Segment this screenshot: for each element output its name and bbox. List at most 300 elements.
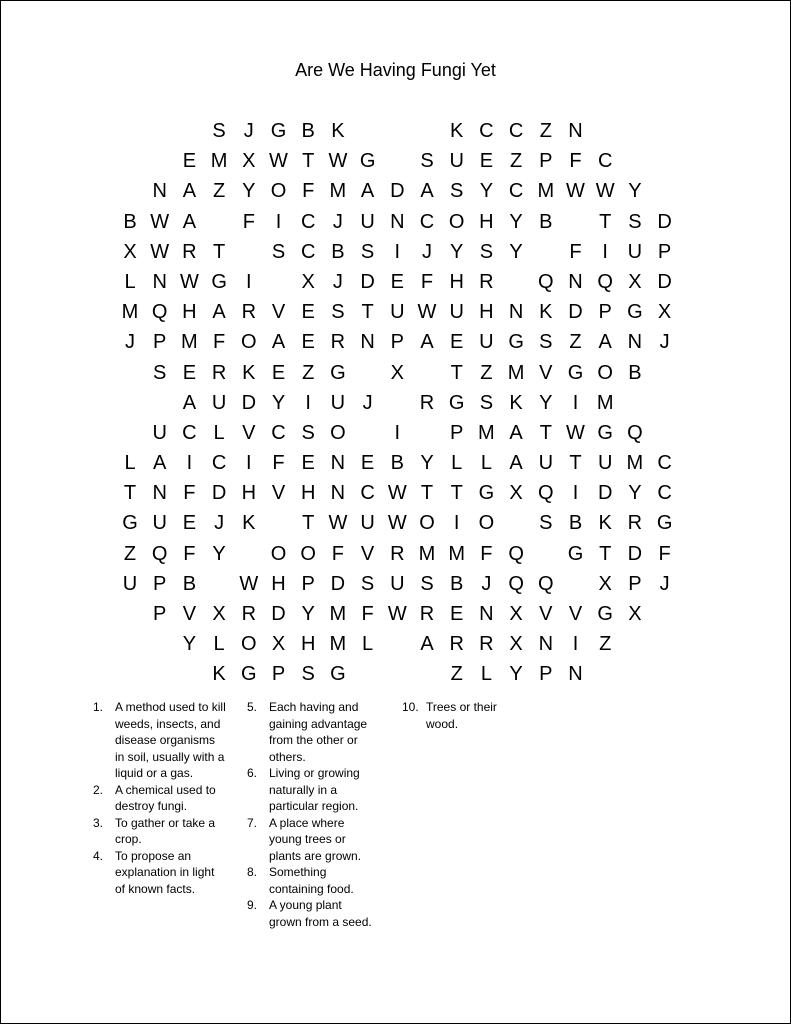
grid-letter[interactable]: Q bbox=[597, 270, 613, 293]
grid-letter[interactable]: N bbox=[568, 270, 583, 293]
grid-letter[interactable]: J bbox=[332, 210, 343, 233]
grid-letter[interactable]: F bbox=[183, 542, 196, 565]
grid-letter[interactable]: D bbox=[390, 180, 405, 203]
grid-letter[interactable]: W bbox=[566, 421, 585, 444]
grid-letter[interactable]: S bbox=[331, 301, 345, 324]
grid-letter[interactable]: X bbox=[242, 150, 256, 173]
grid-letter[interactable]: R bbox=[182, 240, 197, 263]
grid-letter[interactable]: I bbox=[572, 391, 579, 414]
grid-letter[interactable]: G bbox=[122, 512, 138, 535]
grid-letter[interactable]: V bbox=[568, 603, 583, 625]
grid-letter[interactable]: C bbox=[508, 180, 524, 203]
grid-letter[interactable]: M bbox=[210, 150, 228, 173]
grid-letter[interactable]: K bbox=[450, 120, 464, 142]
grid-letter[interactable]: P bbox=[271, 663, 286, 686]
grid-letter[interactable]: Y bbox=[450, 240, 464, 263]
grid-letter[interactable]: Z bbox=[480, 361, 493, 384]
grid-letter[interactable]: N bbox=[360, 331, 375, 354]
grid-letter[interactable]: D bbox=[241, 391, 257, 414]
grid-letter[interactable]: G bbox=[241, 663, 257, 686]
grid-letter[interactable]: X bbox=[628, 603, 642, 625]
grid-letter[interactable]: Z bbox=[599, 633, 612, 656]
grid-letter[interactable]: I bbox=[305, 391, 311, 414]
grid-letter[interactable]: H bbox=[449, 270, 464, 293]
grid-letter[interactable]: D bbox=[597, 482, 613, 505]
grid-letter[interactable]: B bbox=[539, 210, 553, 233]
grid-letter[interactable]: E bbox=[182, 361, 197, 384]
grid-letter[interactable]: F bbox=[183, 482, 196, 505]
grid-letter[interactable]: Z bbox=[539, 120, 552, 142]
grid-letter[interactable]: L bbox=[124, 270, 136, 293]
grid-letter[interactable]: S bbox=[479, 391, 494, 414]
grid-letter[interactable]: W bbox=[269, 150, 288, 173]
grid-letter[interactable]: L bbox=[213, 633, 225, 656]
grid-letter[interactable]: C bbox=[479, 120, 494, 142]
grid-letter[interactable]: A bbox=[182, 391, 197, 414]
grid-letter[interactable]: K bbox=[242, 361, 256, 384]
grid-letter[interactable]: A bbox=[509, 452, 523, 475]
grid-letter[interactable]: G bbox=[656, 512, 673, 535]
grid-letter[interactable]: Q bbox=[538, 482, 554, 505]
grid-letter[interactable]: J bbox=[214, 512, 225, 535]
grid-letter[interactable]: Y bbox=[182, 633, 197, 656]
grid-letter[interactable]: U bbox=[211, 391, 227, 414]
grid-letter[interactable]: T bbox=[302, 512, 315, 535]
grid-letter[interactable]: L bbox=[362, 633, 374, 656]
grid-letter[interactable]: I bbox=[246, 270, 252, 293]
grid-letter[interactable]: E bbox=[450, 603, 464, 625]
grid-letter[interactable]: Y bbox=[628, 482, 642, 505]
grid-letter[interactable]: R bbox=[449, 633, 464, 656]
grid-letter[interactable]: N bbox=[479, 603, 494, 625]
grid-letter[interactable]: O bbox=[597, 361, 613, 384]
grid-letter[interactable]: E bbox=[360, 452, 375, 475]
grid-letter[interactable]: S bbox=[479, 240, 494, 263]
grid-letter[interactable]: N bbox=[330, 452, 346, 475]
grid-letter[interactable]: E bbox=[301, 452, 315, 475]
grid-letter[interactable]: F bbox=[569, 150, 582, 173]
grid-letter[interactable]: V bbox=[539, 603, 553, 625]
grid-letter[interactable]: U bbox=[330, 391, 346, 414]
grid-letter[interactable]: F bbox=[569, 240, 582, 263]
grid-letter[interactable]: Z bbox=[450, 663, 463, 686]
grid-letter[interactable]: H bbox=[479, 301, 494, 324]
grid-letter[interactable]: U bbox=[597, 452, 613, 475]
grid-letter[interactable]: U bbox=[122, 572, 138, 595]
grid-letter[interactable]: D bbox=[657, 270, 672, 293]
grid-letter[interactable]: J bbox=[659, 572, 670, 595]
grid-letter[interactable]: T bbox=[212, 240, 226, 263]
grid-letter[interactable]: M bbox=[329, 180, 347, 203]
grid-letter[interactable]: E bbox=[479, 150, 494, 173]
grid-letter[interactable]: N bbox=[152, 482, 167, 505]
grid-letter[interactable]: T bbox=[569, 452, 582, 475]
grid-letter[interactable]: X bbox=[657, 301, 672, 324]
grid-letter[interactable]: P bbox=[390, 331, 404, 354]
grid-letter[interactable]: W bbox=[387, 482, 407, 505]
grid-letter[interactable]: P bbox=[153, 331, 167, 354]
grid-letter[interactable]: K bbox=[598, 512, 612, 535]
grid-letter[interactable]: X bbox=[271, 633, 286, 656]
grid-letter[interactable]: F bbox=[420, 270, 434, 293]
grid-letter[interactable]: A bbox=[598, 331, 612, 354]
grid-letter[interactable]: P bbox=[539, 663, 553, 686]
grid-letter[interactable]: T bbox=[450, 361, 463, 384]
grid-letter[interactable]: G bbox=[211, 270, 227, 293]
grid-letter[interactable]: A bbox=[360, 180, 375, 203]
grid-letter[interactable]: F bbox=[331, 542, 344, 565]
grid-letter[interactable]: S bbox=[539, 331, 553, 354]
grid-letter[interactable]: R bbox=[241, 301, 257, 324]
grid-letter[interactable]: P bbox=[153, 603, 167, 625]
grid-letter[interactable]: Y bbox=[509, 240, 523, 263]
grid-letter[interactable]: V bbox=[182, 603, 197, 625]
grid-letter[interactable]: Y bbox=[212, 542, 226, 565]
grid-letter[interactable]: Z bbox=[569, 331, 582, 354]
grid-letter[interactable]: N bbox=[568, 663, 583, 686]
grid-letter[interactable]: G bbox=[597, 603, 613, 625]
grid-letter[interactable]: S bbox=[153, 361, 167, 384]
grid-letter[interactable]: G bbox=[567, 542, 584, 565]
grid-letter[interactable]: O bbox=[448, 210, 465, 233]
grid-letter[interactable]: G bbox=[270, 120, 287, 142]
grid-letter[interactable]: E bbox=[182, 512, 197, 535]
grid-letter[interactable]: E bbox=[390, 270, 404, 293]
grid-letter[interactable]: J bbox=[659, 331, 670, 354]
grid-letter[interactable]: L bbox=[480, 663, 492, 686]
grid-letter[interactable]: X bbox=[598, 572, 612, 595]
grid-letter[interactable]: A bbox=[420, 331, 434, 354]
grid-letter[interactable]: M bbox=[596, 391, 614, 414]
grid-letter[interactable]: U bbox=[360, 210, 375, 233]
grid-letter[interactable]: P bbox=[153, 572, 167, 595]
grid-letter[interactable]: C bbox=[182, 421, 197, 444]
grid-letter[interactable]: C bbox=[657, 482, 672, 505]
grid-letter[interactable]: D bbox=[360, 270, 375, 293]
grid-letter[interactable]: R bbox=[479, 633, 494, 656]
grid-letter[interactable]: I bbox=[186, 452, 193, 475]
grid-letter[interactable]: U bbox=[152, 512, 167, 535]
grid-letter[interactable]: E bbox=[271, 361, 286, 384]
grid-letter[interactable]: E bbox=[450, 331, 464, 354]
grid-letter[interactable]: Q bbox=[151, 542, 168, 565]
grid-letter[interactable]: G bbox=[508, 331, 524, 354]
grid-letter[interactable]: F bbox=[272, 452, 285, 475]
grid-letter[interactable]: O bbox=[300, 542, 316, 565]
grid-letter[interactable]: O bbox=[478, 512, 495, 535]
grid-letter[interactable]: O bbox=[270, 180, 287, 203]
grid-letter[interactable]: X bbox=[301, 270, 315, 293]
grid-letter[interactable]: P bbox=[628, 572, 642, 595]
grid-letter[interactable]: J bbox=[243, 120, 254, 142]
grid-letter[interactable]: S bbox=[420, 150, 434, 173]
grid-letter[interactable]: T bbox=[599, 210, 612, 233]
grid-letter[interactable]: A bbox=[420, 633, 434, 656]
grid-letter[interactable]: W bbox=[179, 270, 199, 293]
grid-letter[interactable]: Y bbox=[479, 180, 494, 203]
grid-letter[interactable]: R bbox=[241, 603, 257, 625]
grid-letter[interactable]: B bbox=[182, 572, 197, 595]
grid-letter[interactable]: V bbox=[242, 421, 256, 444]
grid-letter[interactable]: Q bbox=[627, 421, 643, 444]
grid-letter[interactable]: S bbox=[450, 180, 464, 203]
grid-letter[interactable]: P bbox=[598, 301, 612, 324]
grid-letter[interactable]: L bbox=[451, 452, 463, 475]
grid-letter[interactable]: J bbox=[362, 391, 373, 414]
grid-letter[interactable]: N bbox=[538, 633, 554, 656]
grid-letter[interactable]: C bbox=[657, 452, 672, 475]
grid-letter[interactable]: Q bbox=[151, 301, 168, 324]
grid-letter[interactable]: Q bbox=[508, 572, 524, 595]
grid-letter[interactable]: V bbox=[539, 361, 553, 384]
grid-letter[interactable]: H bbox=[300, 482, 316, 505]
grid-letter[interactable]: J bbox=[481, 572, 492, 595]
grid-letter[interactable]: C bbox=[508, 120, 524, 142]
grid-letter[interactable]: Y bbox=[509, 210, 523, 233]
grid-letter[interactable]: U bbox=[449, 301, 464, 324]
grid-letter[interactable]: G bbox=[330, 663, 346, 686]
grid-letter[interactable]: Y bbox=[509, 663, 523, 686]
grid-letter[interactable]: T bbox=[302, 150, 315, 173]
grid-letter[interactable]: W bbox=[566, 180, 585, 203]
grid-letter[interactable]: Y bbox=[539, 391, 553, 414]
grid-letter[interactable]: L bbox=[480, 452, 492, 475]
grid-letter[interactable]: C bbox=[211, 452, 227, 475]
grid-letter[interactable]: G bbox=[478, 482, 495, 505]
grid-letter[interactable]: K bbox=[509, 391, 523, 414]
grid-letter[interactable]: D bbox=[568, 301, 583, 324]
grid-letter[interactable]: B bbox=[331, 240, 345, 263]
grid-letter[interactable]: G bbox=[627, 301, 643, 324]
grid-letter[interactable]: X bbox=[212, 603, 226, 625]
grid-letter[interactable]: M bbox=[478, 421, 495, 444]
grid-letter[interactable]: Y bbox=[301, 603, 315, 625]
grid-letter[interactable]: T bbox=[450, 482, 463, 505]
grid-letter[interactable]: D bbox=[657, 210, 672, 233]
grid-letter[interactable]: X bbox=[390, 361, 404, 384]
grid-letter[interactable]: T bbox=[539, 421, 552, 444]
grid-letter[interactable]: W bbox=[387, 512, 407, 535]
grid-letter[interactable]: J bbox=[422, 240, 432, 263]
grid-letter[interactable]: H bbox=[479, 210, 494, 233]
grid-letter[interactable]: W bbox=[328, 150, 348, 173]
grid-letter[interactable]: H bbox=[241, 482, 257, 505]
grid-letter[interactable]: G bbox=[330, 361, 346, 384]
grid-letter[interactable]: I bbox=[275, 210, 282, 233]
grid-letter[interactable]: S bbox=[271, 240, 286, 263]
grid-letter[interactable]: D bbox=[627, 542, 643, 565]
grid-letter[interactable]: N bbox=[330, 482, 346, 505]
grid-letter[interactable]: W bbox=[239, 572, 259, 595]
grid-letter[interactable]: W bbox=[150, 210, 170, 233]
grid-letter[interactable]: U bbox=[152, 421, 167, 444]
grid-letter[interactable]: M bbox=[626, 452, 644, 475]
grid-letter[interactable]: Y bbox=[420, 452, 434, 475]
grid-letter[interactable]: I bbox=[602, 240, 608, 263]
grid-letter[interactable]: M bbox=[121, 301, 139, 324]
grid-letter[interactable]: O bbox=[419, 512, 435, 535]
grid-letter[interactable]: N bbox=[390, 210, 405, 233]
grid-letter[interactable]: M bbox=[329, 603, 347, 625]
grid-letter[interactable]: C bbox=[360, 482, 375, 505]
grid-letter[interactable]: Y bbox=[271, 391, 286, 414]
grid-letter[interactable]: O bbox=[241, 633, 257, 656]
grid-letter[interactable]: M bbox=[181, 331, 198, 354]
grid-letter[interactable]: V bbox=[271, 301, 286, 324]
grid-letter[interactable]: D bbox=[271, 603, 286, 625]
grid-letter[interactable]: X bbox=[509, 482, 523, 505]
grid-letter[interactable]: E bbox=[301, 331, 315, 354]
grid-letter[interactable]: H bbox=[182, 301, 197, 324]
grid-letter[interactable]: I bbox=[453, 512, 460, 535]
grid-letter[interactable]: M bbox=[507, 361, 525, 384]
grid-letter[interactable]: A bbox=[420, 180, 434, 203]
grid-letter[interactable]: S bbox=[539, 512, 553, 535]
grid-letter[interactable]: G bbox=[359, 150, 376, 173]
grid-letter[interactable]: G bbox=[567, 361, 584, 384]
grid-letter[interactable]: Q bbox=[538, 572, 554, 595]
grid-letter[interactable]: Y bbox=[628, 180, 642, 203]
grid-letter[interactable]: C bbox=[597, 150, 613, 173]
grid-letter[interactable]: T bbox=[361, 301, 374, 324]
grid-letter[interactable]: M bbox=[418, 542, 436, 565]
grid-letter[interactable]: R bbox=[479, 270, 494, 293]
grid-letter[interactable]: A bbox=[153, 452, 167, 475]
grid-letter[interactable]: T bbox=[420, 482, 434, 505]
grid-letter[interactable]: N bbox=[152, 270, 167, 293]
grid-letter[interactable]: G bbox=[448, 391, 465, 414]
grid-letter[interactable]: K bbox=[331, 120, 345, 142]
grid-letter[interactable]: Z bbox=[509, 150, 523, 173]
grid-letter[interactable]: U bbox=[479, 331, 494, 354]
grid-letter[interactable]: B bbox=[123, 210, 137, 233]
grid-letter[interactable]: A bbox=[182, 210, 197, 233]
grid-letter[interactable]: T bbox=[599, 542, 612, 565]
grid-letter[interactable]: U bbox=[538, 452, 554, 475]
grid-letter[interactable]: I bbox=[572, 633, 579, 656]
grid-letter[interactable]: F bbox=[242, 210, 255, 233]
grid-letter[interactable]: Q bbox=[538, 270, 554, 293]
grid-letter[interactable]: P bbox=[657, 240, 672, 263]
grid-letter[interactable]: E bbox=[182, 150, 197, 173]
grid-letter[interactable]: P bbox=[450, 421, 464, 444]
grid-letter[interactable]: T bbox=[123, 482, 137, 505]
grid-letter[interactable]: W bbox=[417, 301, 437, 324]
grid-letter[interactable]: I bbox=[394, 421, 401, 444]
grid-letter[interactable]: M bbox=[329, 633, 347, 656]
grid-letter[interactable]: W bbox=[595, 180, 615, 203]
grid-letter[interactable]: F bbox=[212, 331, 226, 354]
grid-letter[interactable]: O bbox=[330, 421, 346, 444]
grid-letter[interactable]: N bbox=[568, 120, 583, 142]
grid-letter[interactable]: R bbox=[330, 331, 346, 354]
grid-letter[interactable]: C bbox=[419, 210, 435, 233]
grid-letter[interactable]: R bbox=[419, 603, 435, 625]
grid-letter[interactable]: X bbox=[123, 240, 137, 263]
grid-letter[interactable]: I bbox=[394, 240, 401, 263]
grid-letter[interactable]: O bbox=[270, 542, 287, 565]
grid-letter[interactable]: K bbox=[242, 512, 256, 535]
grid-letter[interactable]: E bbox=[301, 301, 315, 324]
grid-letter[interactable]: S bbox=[420, 572, 434, 595]
grid-letter[interactable]: F bbox=[361, 603, 374, 625]
grid-letter[interactable]: K bbox=[539, 301, 553, 324]
grid-letter[interactable]: Y bbox=[242, 180, 256, 203]
grid-letter[interactable]: Q bbox=[508, 542, 524, 565]
grid-letter[interactable]: H bbox=[271, 572, 286, 595]
grid-letter[interactable]: S bbox=[301, 663, 315, 686]
grid-letter[interactable]: S bbox=[360, 572, 375, 595]
grid-letter[interactable]: V bbox=[271, 482, 286, 505]
grid-letter[interactable]: L bbox=[124, 452, 136, 475]
grid-letter[interactable]: C bbox=[300, 210, 316, 233]
grid-letter[interactable]: S bbox=[301, 421, 315, 444]
grid-letter[interactable]: U bbox=[627, 240, 643, 263]
grid-letter[interactable]: F bbox=[658, 542, 671, 565]
grid-letter[interactable]: J bbox=[332, 270, 343, 293]
grid-letter[interactable]: S bbox=[360, 240, 375, 263]
grid-letter[interactable]: R bbox=[627, 512, 643, 535]
grid-letter[interactable]: B bbox=[390, 452, 404, 475]
grid-letter[interactable]: Z bbox=[123, 542, 137, 565]
grid-letter[interactable]: M bbox=[537, 180, 555, 203]
grid-letter[interactable]: G bbox=[597, 421, 613, 444]
grid-letter[interactable]: D bbox=[330, 572, 346, 595]
grid-letter[interactable]: N bbox=[152, 180, 167, 203]
grid-letter[interactable]: B bbox=[301, 120, 315, 142]
grid-letter[interactable]: K bbox=[212, 663, 226, 686]
grid-letter[interactable]: W bbox=[328, 512, 348, 535]
grid-letter[interactable]: A bbox=[271, 331, 286, 354]
grid-letter[interactable]: N bbox=[508, 301, 524, 324]
grid-letter[interactable]: R bbox=[419, 391, 435, 414]
grid-letter[interactable]: X bbox=[509, 603, 523, 625]
grid-letter[interactable]: N bbox=[627, 331, 643, 354]
grid-letter[interactable]: U bbox=[449, 150, 464, 173]
grid-letter[interactable]: V bbox=[360, 542, 375, 565]
grid-letter[interactable]: Z bbox=[302, 361, 315, 384]
grid-letter[interactable]: R bbox=[390, 542, 405, 565]
grid-letter[interactable]: F bbox=[302, 180, 315, 203]
grid-letter[interactable]: U bbox=[360, 512, 375, 535]
grid-letter[interactable]: W bbox=[150, 240, 170, 263]
grid-letter[interactable]: B bbox=[450, 572, 464, 595]
grid-letter[interactable]: L bbox=[213, 421, 225, 444]
grid-letter[interactable]: C bbox=[271, 421, 286, 444]
grid-letter[interactable]: C bbox=[300, 240, 316, 263]
grid-letter[interactable]: I bbox=[246, 452, 252, 475]
grid-letter[interactable]: A bbox=[182, 180, 197, 203]
grid-letter[interactable]: J bbox=[125, 331, 135, 354]
grid-letter[interactable]: W bbox=[387, 603, 407, 625]
grid-letter[interactable]: O bbox=[241, 331, 257, 354]
grid-letter[interactable]: R bbox=[211, 361, 227, 384]
grid-letter[interactable]: S bbox=[212, 120, 226, 142]
grid-letter[interactable]: S bbox=[628, 210, 642, 233]
grid-letter[interactable]: A bbox=[212, 301, 226, 324]
grid-letter[interactable]: M bbox=[448, 542, 466, 565]
grid-letter[interactable]: H bbox=[300, 633, 316, 656]
grid-letter[interactable]: Z bbox=[212, 180, 226, 203]
grid-letter[interactable]: B bbox=[568, 512, 583, 535]
grid-letter[interactable]: U bbox=[390, 572, 405, 595]
grid-letter[interactable]: X bbox=[509, 633, 523, 656]
grid-letter[interactable]: A bbox=[509, 421, 523, 444]
grid-letter[interactable]: U bbox=[390, 301, 405, 324]
grid-letter[interactable]: F bbox=[480, 542, 493, 565]
grid-letter[interactable]: B bbox=[628, 361, 642, 384]
grid-letter[interactable]: D bbox=[211, 482, 227, 505]
